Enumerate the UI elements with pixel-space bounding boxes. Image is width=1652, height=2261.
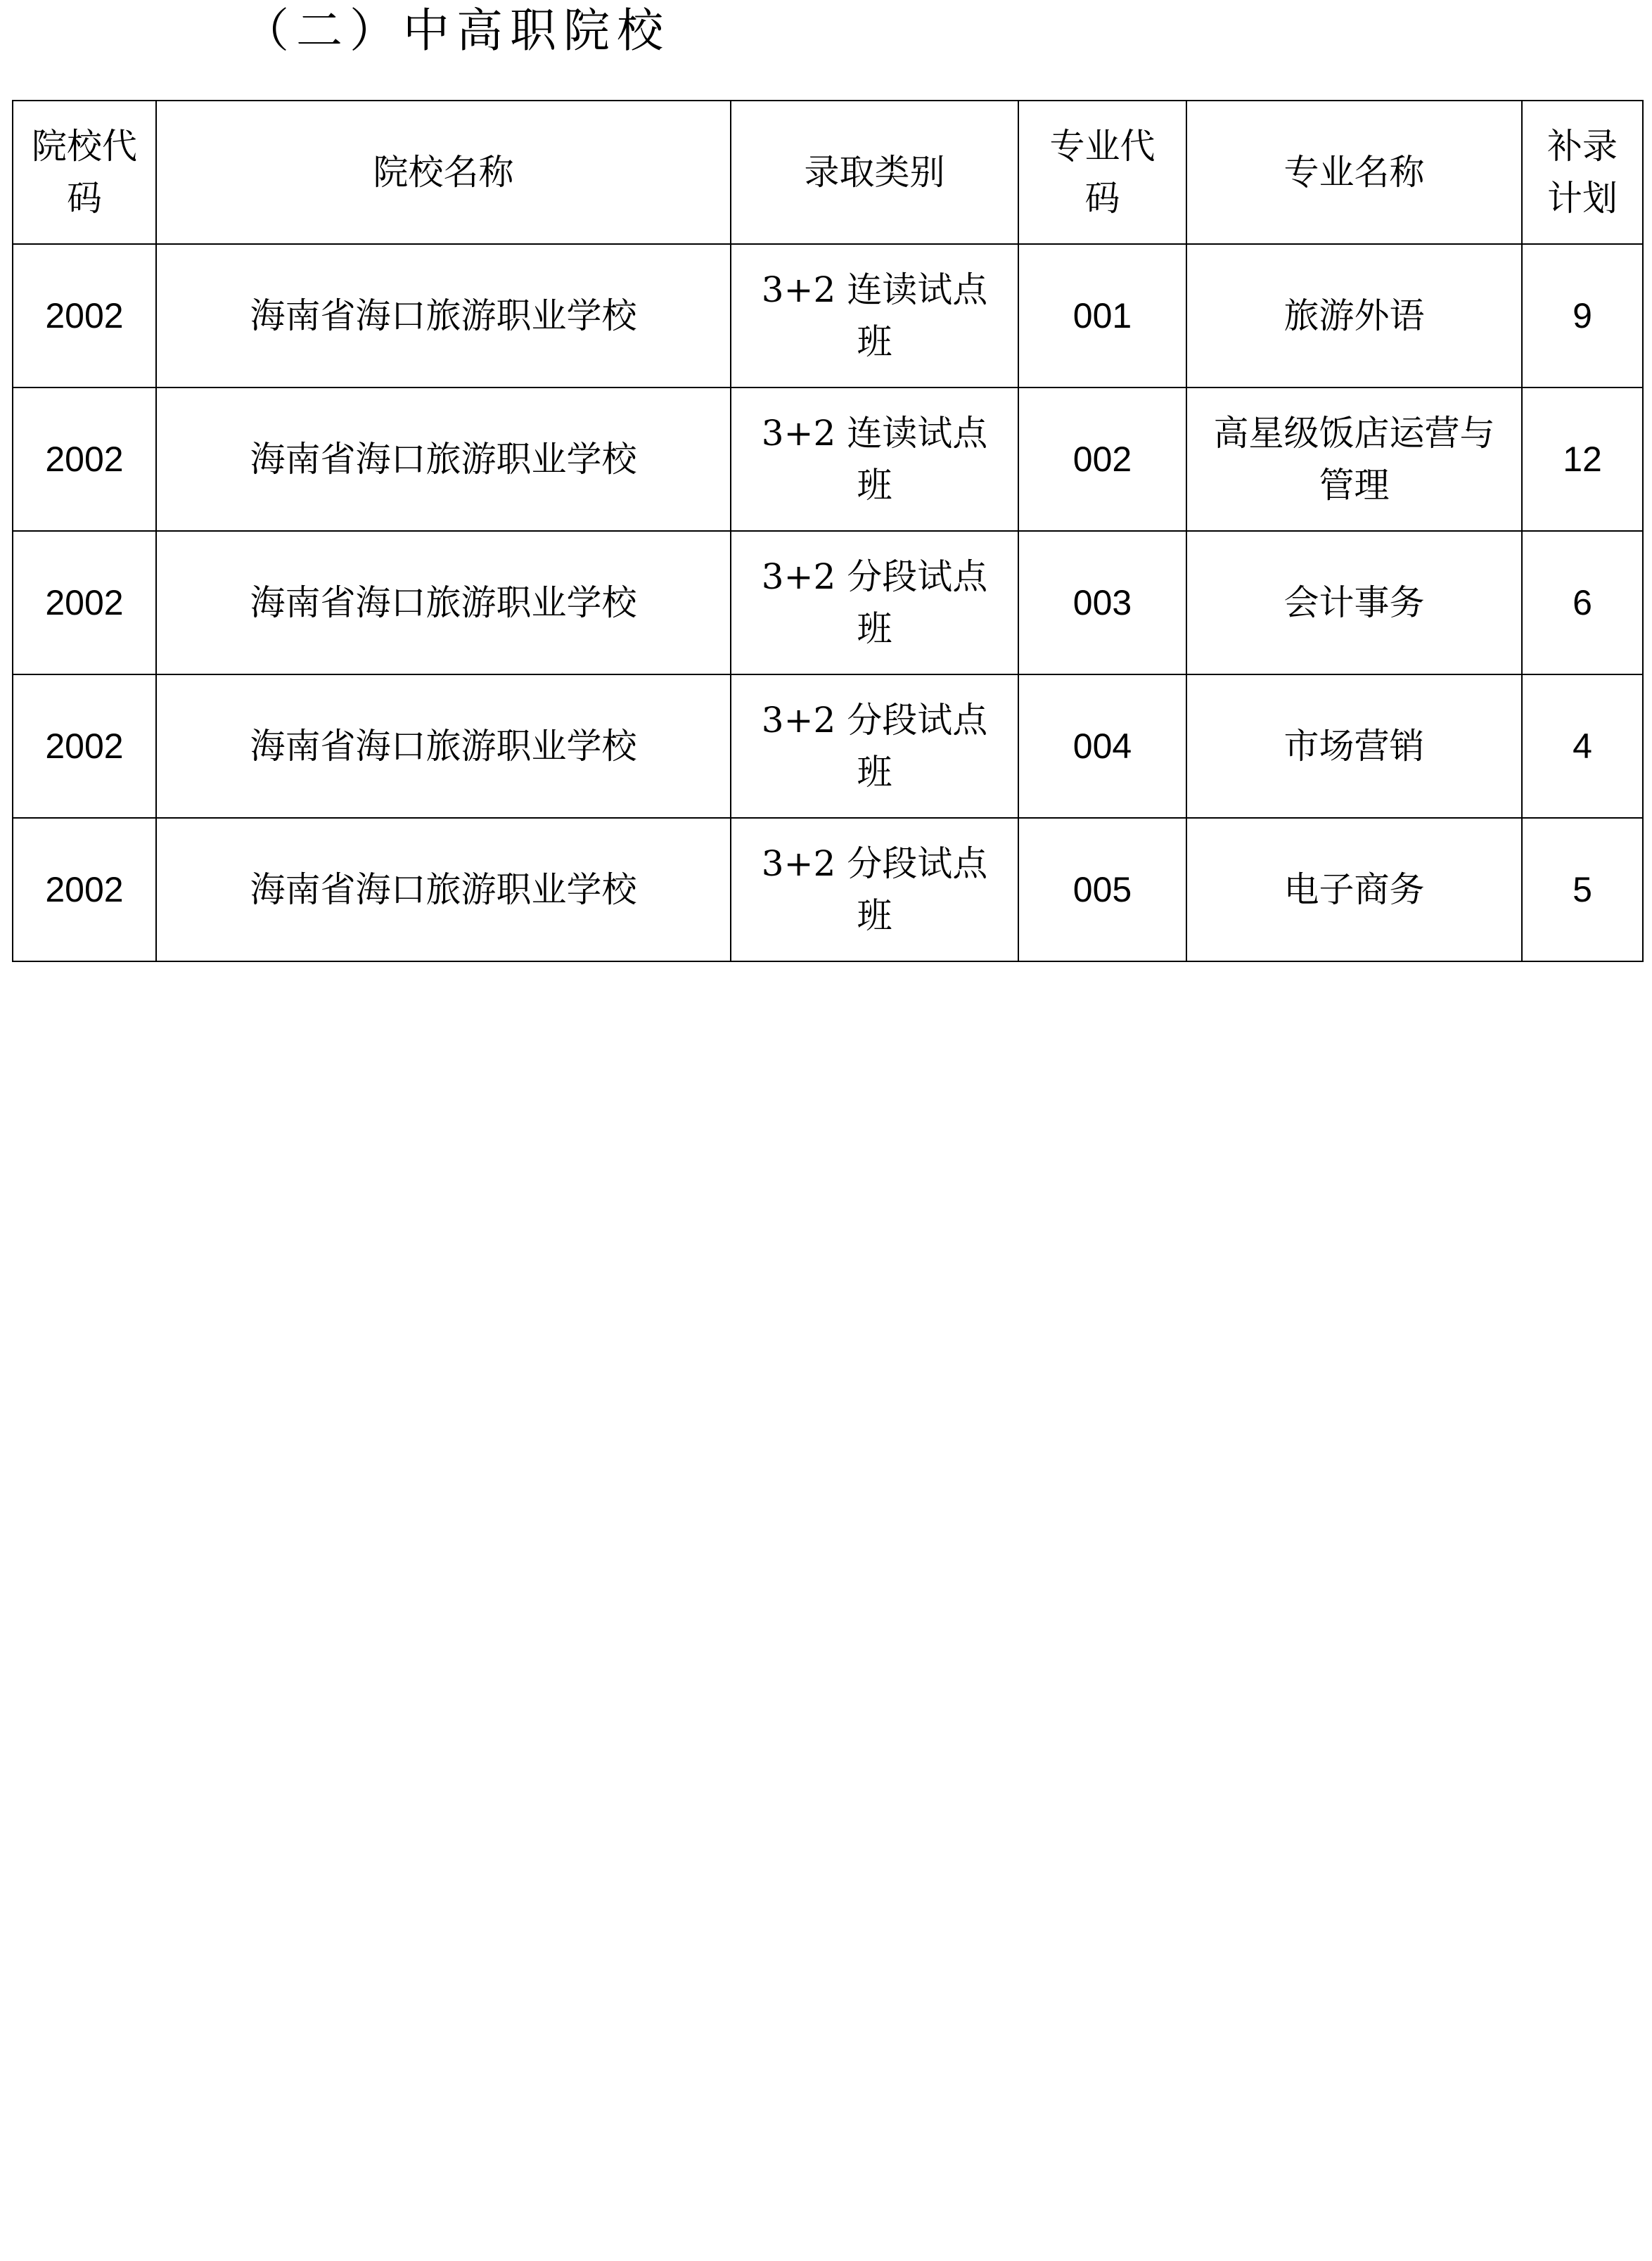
cell-category: 3+2 连读试点班 bbox=[731, 244, 1018, 387]
cell-major-name: 旅游外语 bbox=[1186, 244, 1522, 387]
table-header-row bbox=[13, 101, 1643, 244]
page-title: （二）中高职院校 bbox=[243, 4, 670, 58]
cell-major-name: 市场营销 bbox=[1186, 674, 1522, 818]
cell-category: 3+2 分段试点班 bbox=[731, 531, 1018, 674]
cell-major-name: 会计事务 bbox=[1186, 531, 1522, 674]
cell-major-code: 005 bbox=[1018, 818, 1186, 961]
cell-school-name: 海南省海口旅游职业学校 bbox=[156, 244, 731, 387]
cell-major-code: 001 bbox=[1018, 244, 1186, 387]
header-school-code: 院校代码 bbox=[13, 101, 156, 244]
cell-school-code: 2002 bbox=[13, 818, 156, 961]
cell-plan: 4 bbox=[1522, 674, 1643, 818]
cell-major-name: 电子商务 bbox=[1186, 818, 1522, 961]
admission-plan-table bbox=[12, 100, 1644, 962]
cell-school-name: 海南省海口旅游职业学校 bbox=[156, 531, 731, 674]
cell-major-code: 003 bbox=[1018, 531, 1186, 674]
cell-major-name: 高星级饭店运营与管理 bbox=[1186, 387, 1522, 531]
cell-school-name: 海南省海口旅游职业学校 bbox=[156, 818, 731, 961]
cell-category: 3+2 分段试点班 bbox=[731, 818, 1018, 961]
table-row bbox=[13, 244, 1643, 387]
header-plan: 补录计划 bbox=[1522, 101, 1643, 244]
table-row bbox=[13, 531, 1643, 674]
cell-school-code: 2002 bbox=[13, 387, 156, 531]
table-row bbox=[13, 674, 1643, 818]
cell-plan: 9 bbox=[1522, 244, 1643, 387]
cell-major-code: 004 bbox=[1018, 674, 1186, 818]
cell-category: 3+2 分段试点班 bbox=[731, 674, 1018, 818]
cell-school-code: 2002 bbox=[13, 531, 156, 674]
cell-school-code: 2002 bbox=[13, 244, 156, 387]
cell-category: 3+2 连读试点班 bbox=[731, 387, 1018, 531]
table-row bbox=[13, 818, 1643, 961]
header-category: 录取类别 bbox=[731, 101, 1018, 244]
cell-plan: 5 bbox=[1522, 818, 1643, 961]
cell-school-code: 2002 bbox=[13, 674, 156, 818]
header-school-name: 院校名称 bbox=[156, 101, 731, 244]
cell-plan: 12 bbox=[1522, 387, 1643, 531]
header-major-name: 专业名称 bbox=[1186, 101, 1522, 244]
cell-major-code: 002 bbox=[1018, 387, 1186, 531]
table-row bbox=[13, 387, 1643, 531]
cell-school-name: 海南省海口旅游职业学校 bbox=[156, 674, 731, 818]
cell-plan: 6 bbox=[1522, 531, 1643, 674]
header-major-code: 专业代码 bbox=[1018, 101, 1186, 244]
cell-school-name: 海南省海口旅游职业学校 bbox=[156, 387, 731, 531]
